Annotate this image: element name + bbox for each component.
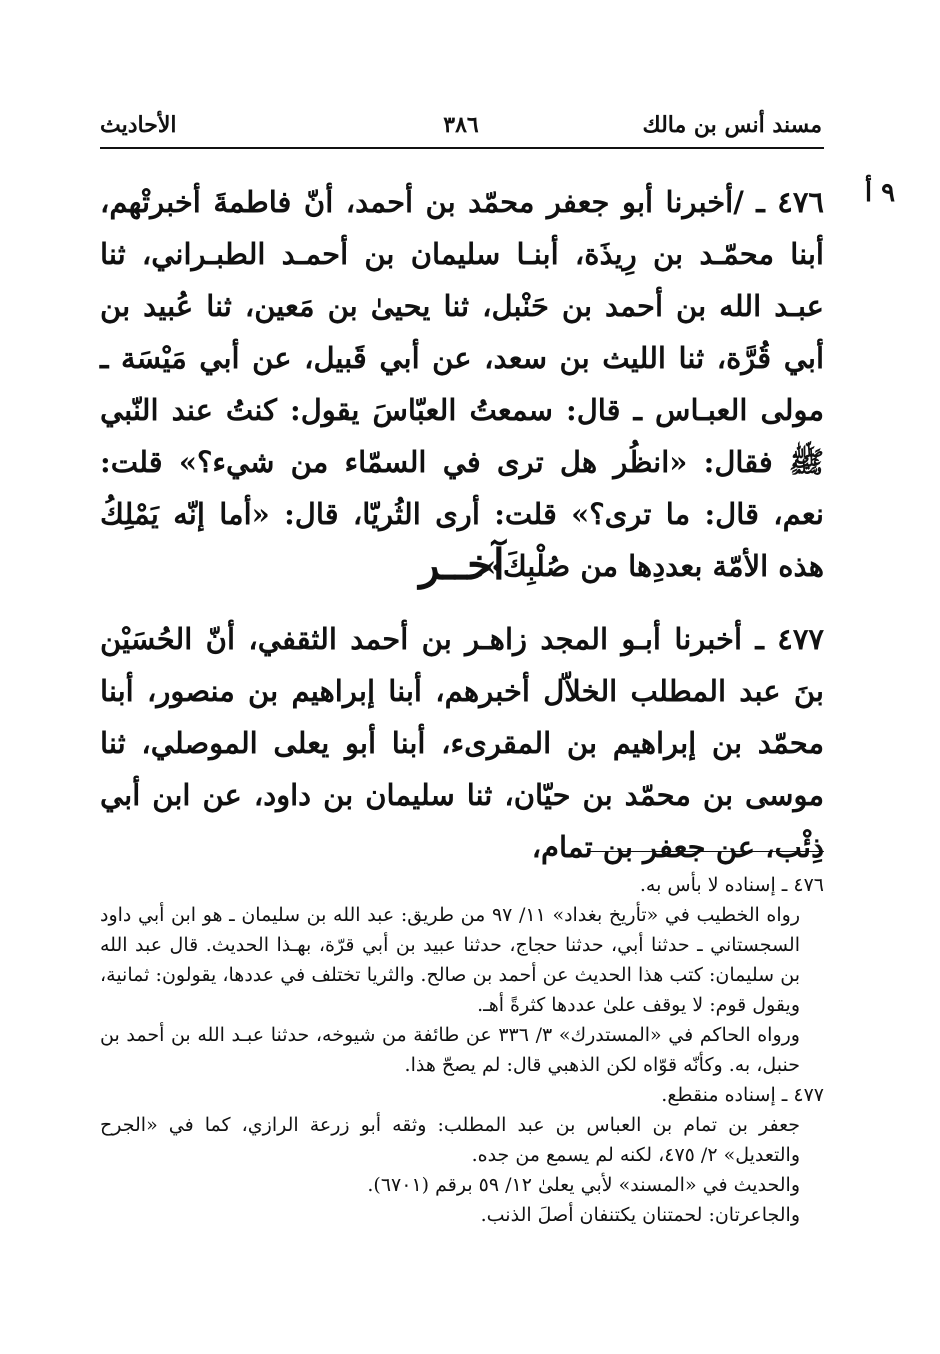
footnote-477	[100, 1080, 824, 1230]
footnote-paragraph: جعفر بن تمام بن العباس بن عبد المطلب: وثقه أبو زرعة الرازي، كما في «الجرح والتعديل» ٢/ ٤٧٥، لكنه لم يسمع من جده.	[100, 1114, 800, 1166]
page-number: ٣٨٦	[443, 112, 479, 138]
hadith-477-text: ٤٧٧ ـ أخبرنا أبـو المجد زاهـر بن أحمد الثقفي، أنّ الحُسَيْن بنَ عبد المطلب الخلاّل أخبرهم، أبنا إبراهيم بن منصور، أبنا محمّد بن إبراهيم بن المقرىء، أبنا أبو يعلى الموصلي، ثنا موسى بن محمّد بن حيّان، ثنا سليمان بن داود، عن ابن أبي ذِئْب، عن جعفر بن تمام،	[100, 622, 824, 864]
hadith-476-text: ٤٧٦ ـ /أخبرنا أبو جعفر محمّد بن أحمد، أنّ فاطمةَ أخبرتْهم، أبنا محمّـد بن رِيذَة، أبنـا سليمان بن أحمـد الطبـراني، ثنا عبـد الله بن أحمد بن حَنْبل، ثنا يحيىٰ بن مَعين، ثنا عُبيد بن أبي قُرَّة، ثنا الليث بن سعد، عن أبي قَبيل، عن أبي مَيْسَة ـ مولى العبـاس ـ قال: سمعتُ العبّاسَ يقول: كنتُ عند النّبي ﷺ فقال: «انظُر هل ترى في السمّاء من شيء؟» قلت: نعم، قال: ما ترى؟» قلت: أرى الثُريّا، قال: «أما إنّه يَمْلِكُ هذه الأمّة بعددِها من صُلْبِكَ».	[100, 185, 824, 583]
footnote-heading: ٤٧٧ ـ إسناده منقطع.	[661, 1084, 824, 1106]
header-divider	[100, 147, 824, 149]
footnote-divider	[588, 851, 824, 852]
margin-folio-note: ٩ أ	[864, 178, 896, 208]
footnote-paragraph: رواه الخطيب في «تأريخ بغداد» ١١/ ٩٧ من طريق: عبد الله بن سليمان ـ هو ابن أبي داود السجستاني ـ حدثنا أبي، حدثنا حجاج، حدثنا عبيد بن أبي قرّة، بهـذا الحديث. قال عبد الله بن سليمان: كتب هذا الحديث عن أحمد بن صالح. والثريا تختلف في عددها، يقولون: ثمانية، ويقول قوم: لا يوقف علىٰ عددها كثرةً أهـ.	[100, 904, 800, 1016]
footnote-heading: ٤٧٦ ـ إسناده لا بأس به.	[639, 874, 824, 896]
footnote-paragraph: والحديث في «المسند» لأبي يعلىٰ ١٢/ ٥٩ برقم (٦٧٠١).	[367, 1174, 800, 1196]
footnotes	[100, 870, 824, 1230]
footnote-476	[100, 870, 824, 1080]
footnote-paragraph: ورواه الحاكم في «المستدرك» ٣/ ٣٣٦ عن طائفة من شيوخه، حدثنا عبـد الله بن أحمد بن حنبل، به. وكأنّه قوّاه لكن الذهبي قال: لم يصحّ هذا.	[100, 1024, 800, 1076]
section-heading: آخــر	[419, 540, 505, 589]
header-section-title: الأحاديث	[100, 112, 177, 138]
header-book-title: مسند أنس بن مالك	[642, 112, 822, 138]
footnote-paragraph: والجاعرتان: لحمتنان يكتنفان أصلَ الذنب.	[480, 1204, 800, 1226]
running-header	[100, 112, 822, 144]
